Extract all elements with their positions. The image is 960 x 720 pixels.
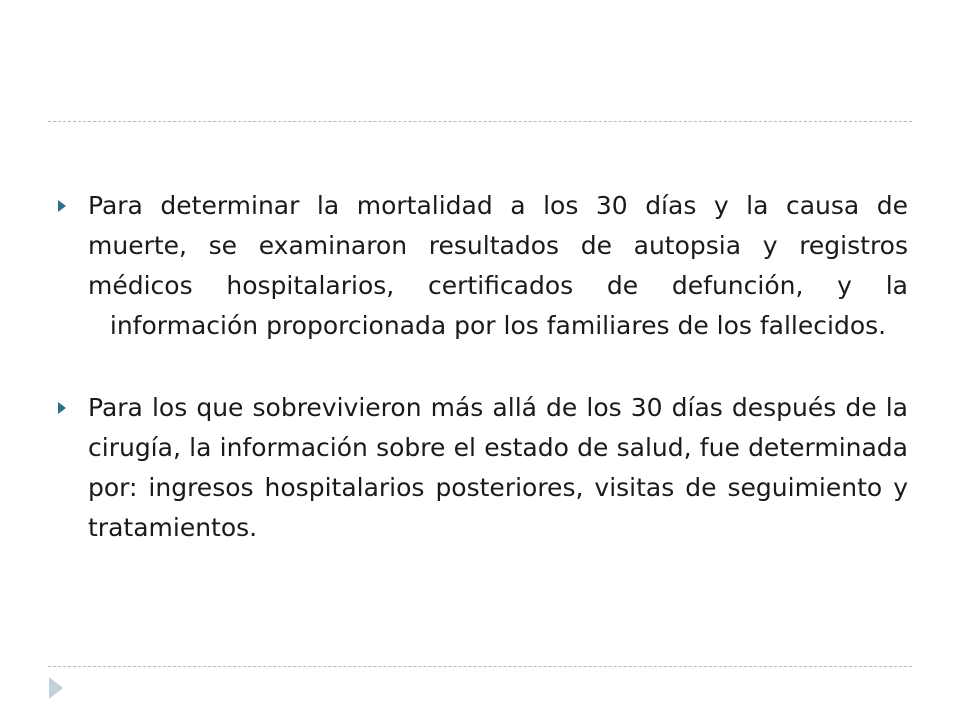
bullet-item-survivors (56, 388, 908, 548)
top-dashed-rule (48, 121, 912, 122)
triangle-arrow-icon (49, 677, 63, 699)
bottom-dashed-rule (48, 666, 912, 667)
bullet-text: Para los que sobrevivieron más allá de los 30 días después de la cirugía, la información sobre el estado de salud, fue determinada por: ingresos hospitalarios posteriores, visitas de seguimiento y tratamientos. (88, 393, 908, 542)
bullet-item-mortality (56, 186, 908, 346)
bullet-list (56, 186, 908, 548)
triangle-bullet-icon (58, 402, 66, 414)
bullet-text: Para determinar la mortalidad a los 30 días y la causa de muerte, se examinaron resultados de autopsia y registros médicos hospitalarios, certificados de defunción, y la información proporcionada por los familiares de los fallecidos. (88, 191, 908, 340)
triangle-bullet-icon (58, 200, 66, 212)
